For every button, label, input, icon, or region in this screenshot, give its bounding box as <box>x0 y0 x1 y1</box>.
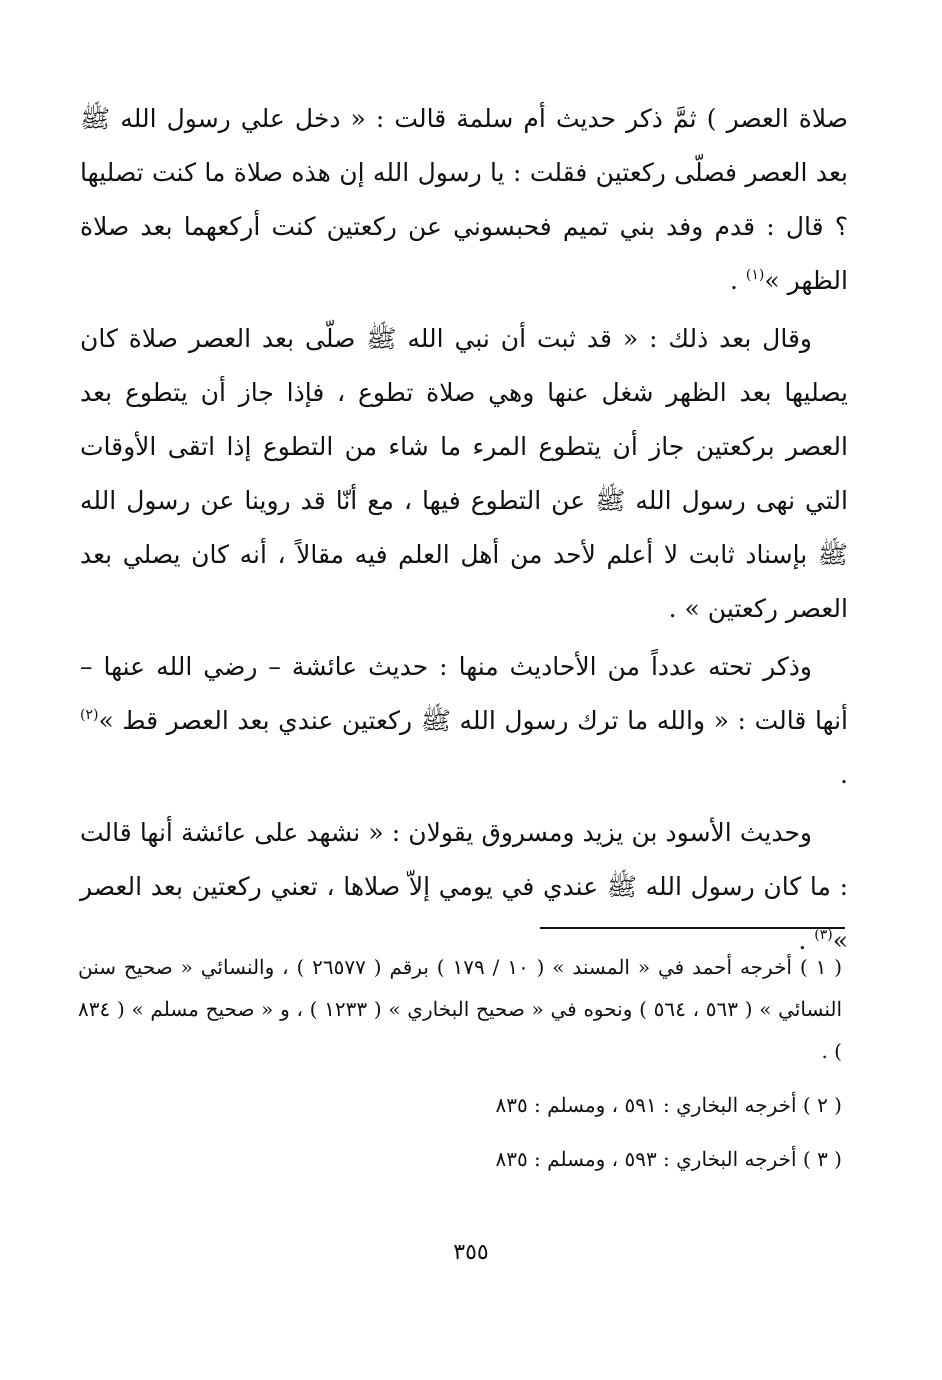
paragraph-1-end: . <box>729 266 746 295</box>
footnote-3: ( ٣ ) أخرجه البخاري : ٥٩٣ ، ومسلم : ٨٣٥ <box>495 1147 842 1171</box>
main-text <box>80 92 848 968</box>
paragraph-1-text: صلاة العصر ) ثمَّ ذكر حديث أم سلمة قالت : « دخل علي رسول الله ﷺ بعد العصر فصلّى ركعتين فقلت : يا رسول الله إن هذه صلاة ما كنت تصليها ؟ قال : قدم وفد بني تميم فحبسوني عن ركعتين كنت أركعهما بعد صلاة الظهر » <box>80 104 848 295</box>
paragraph-4-text: وحديث الأسود بن يزيد ومسروق يقولان : « نشهد على عائشة أنها قالت : ما كان رسول الله ﷺ عندي في يومي إلاّ صلاها ، تعني ركعتين بعد العصر » <box>80 818 848 955</box>
paragraph-4 <box>80 806 848 968</box>
paragraph-3 <box>80 640 848 802</box>
paragraph-3-text: وذكر تحته عدداً من الأحاديث منها : حديث عائشة – رضي الله عنها – أنها قالت : « والله ما ترك رسول الله ﷺ ركعتين عندي بعد العصر قط » <box>80 652 848 735</box>
paragraph-4-end: . <box>798 926 815 955</box>
footnote-1: ( ١ ) أخرجه أحمد في « المسند » ( ١٠ / ١٧٩ ) برقم ( ٢٦٥٧٧ ) ، والنسائي « صحيح سنن النسائي » ( ٥٦٣ ، ٥٦٤ ) ونحوه في « صحيح البخاري » ( ١٢٣٣ ) ، و « صحيح مسلم » ( ٨٣٤ ) . <box>78 955 843 1063</box>
paragraph-1 <box>80 92 848 308</box>
page-number: ٣٥٥ <box>453 1240 489 1265</box>
footnote-divider <box>540 927 845 929</box>
footnote-marker-1: (١) <box>745 267 765 283</box>
footnote-marker-3: (٣) <box>814 927 833 943</box>
footnote-2: ( ٢ ) أخرجه البخاري : ٥٩١ ، ومسلم : ٨٣٥ <box>495 1093 842 1117</box>
paragraph-3-end: . <box>840 760 848 789</box>
footnote-marker-2: (٢) <box>80 707 99 723</box>
paragraph-2 <box>80 312 848 636</box>
footnotes <box>78 946 842 1180</box>
paragraph-2-text: وقال بعد ذلك : « قد ثبت أن نبي الله ﷺ صلّى بعد العصر صلاة كان يصليها بعد الظهر شغل عنها وهي صلاة تطوع ، فإذا جاز أن يتطوع بعد العصر بركعتين جاز أن يتطوع المرء ما شاء من التطوع إذا اتقى الأوقات التي نهى رسول الله ﷺ عن التطوع فيها ، مع أنّا قد روينا عن رسول الله ﷺ بإسناد ثابت لا أعلم لأحد من أهل العلم فيه مقالاً ، أنه كان يصلي بعد العصر ركعتين » . <box>80 324 848 623</box>
